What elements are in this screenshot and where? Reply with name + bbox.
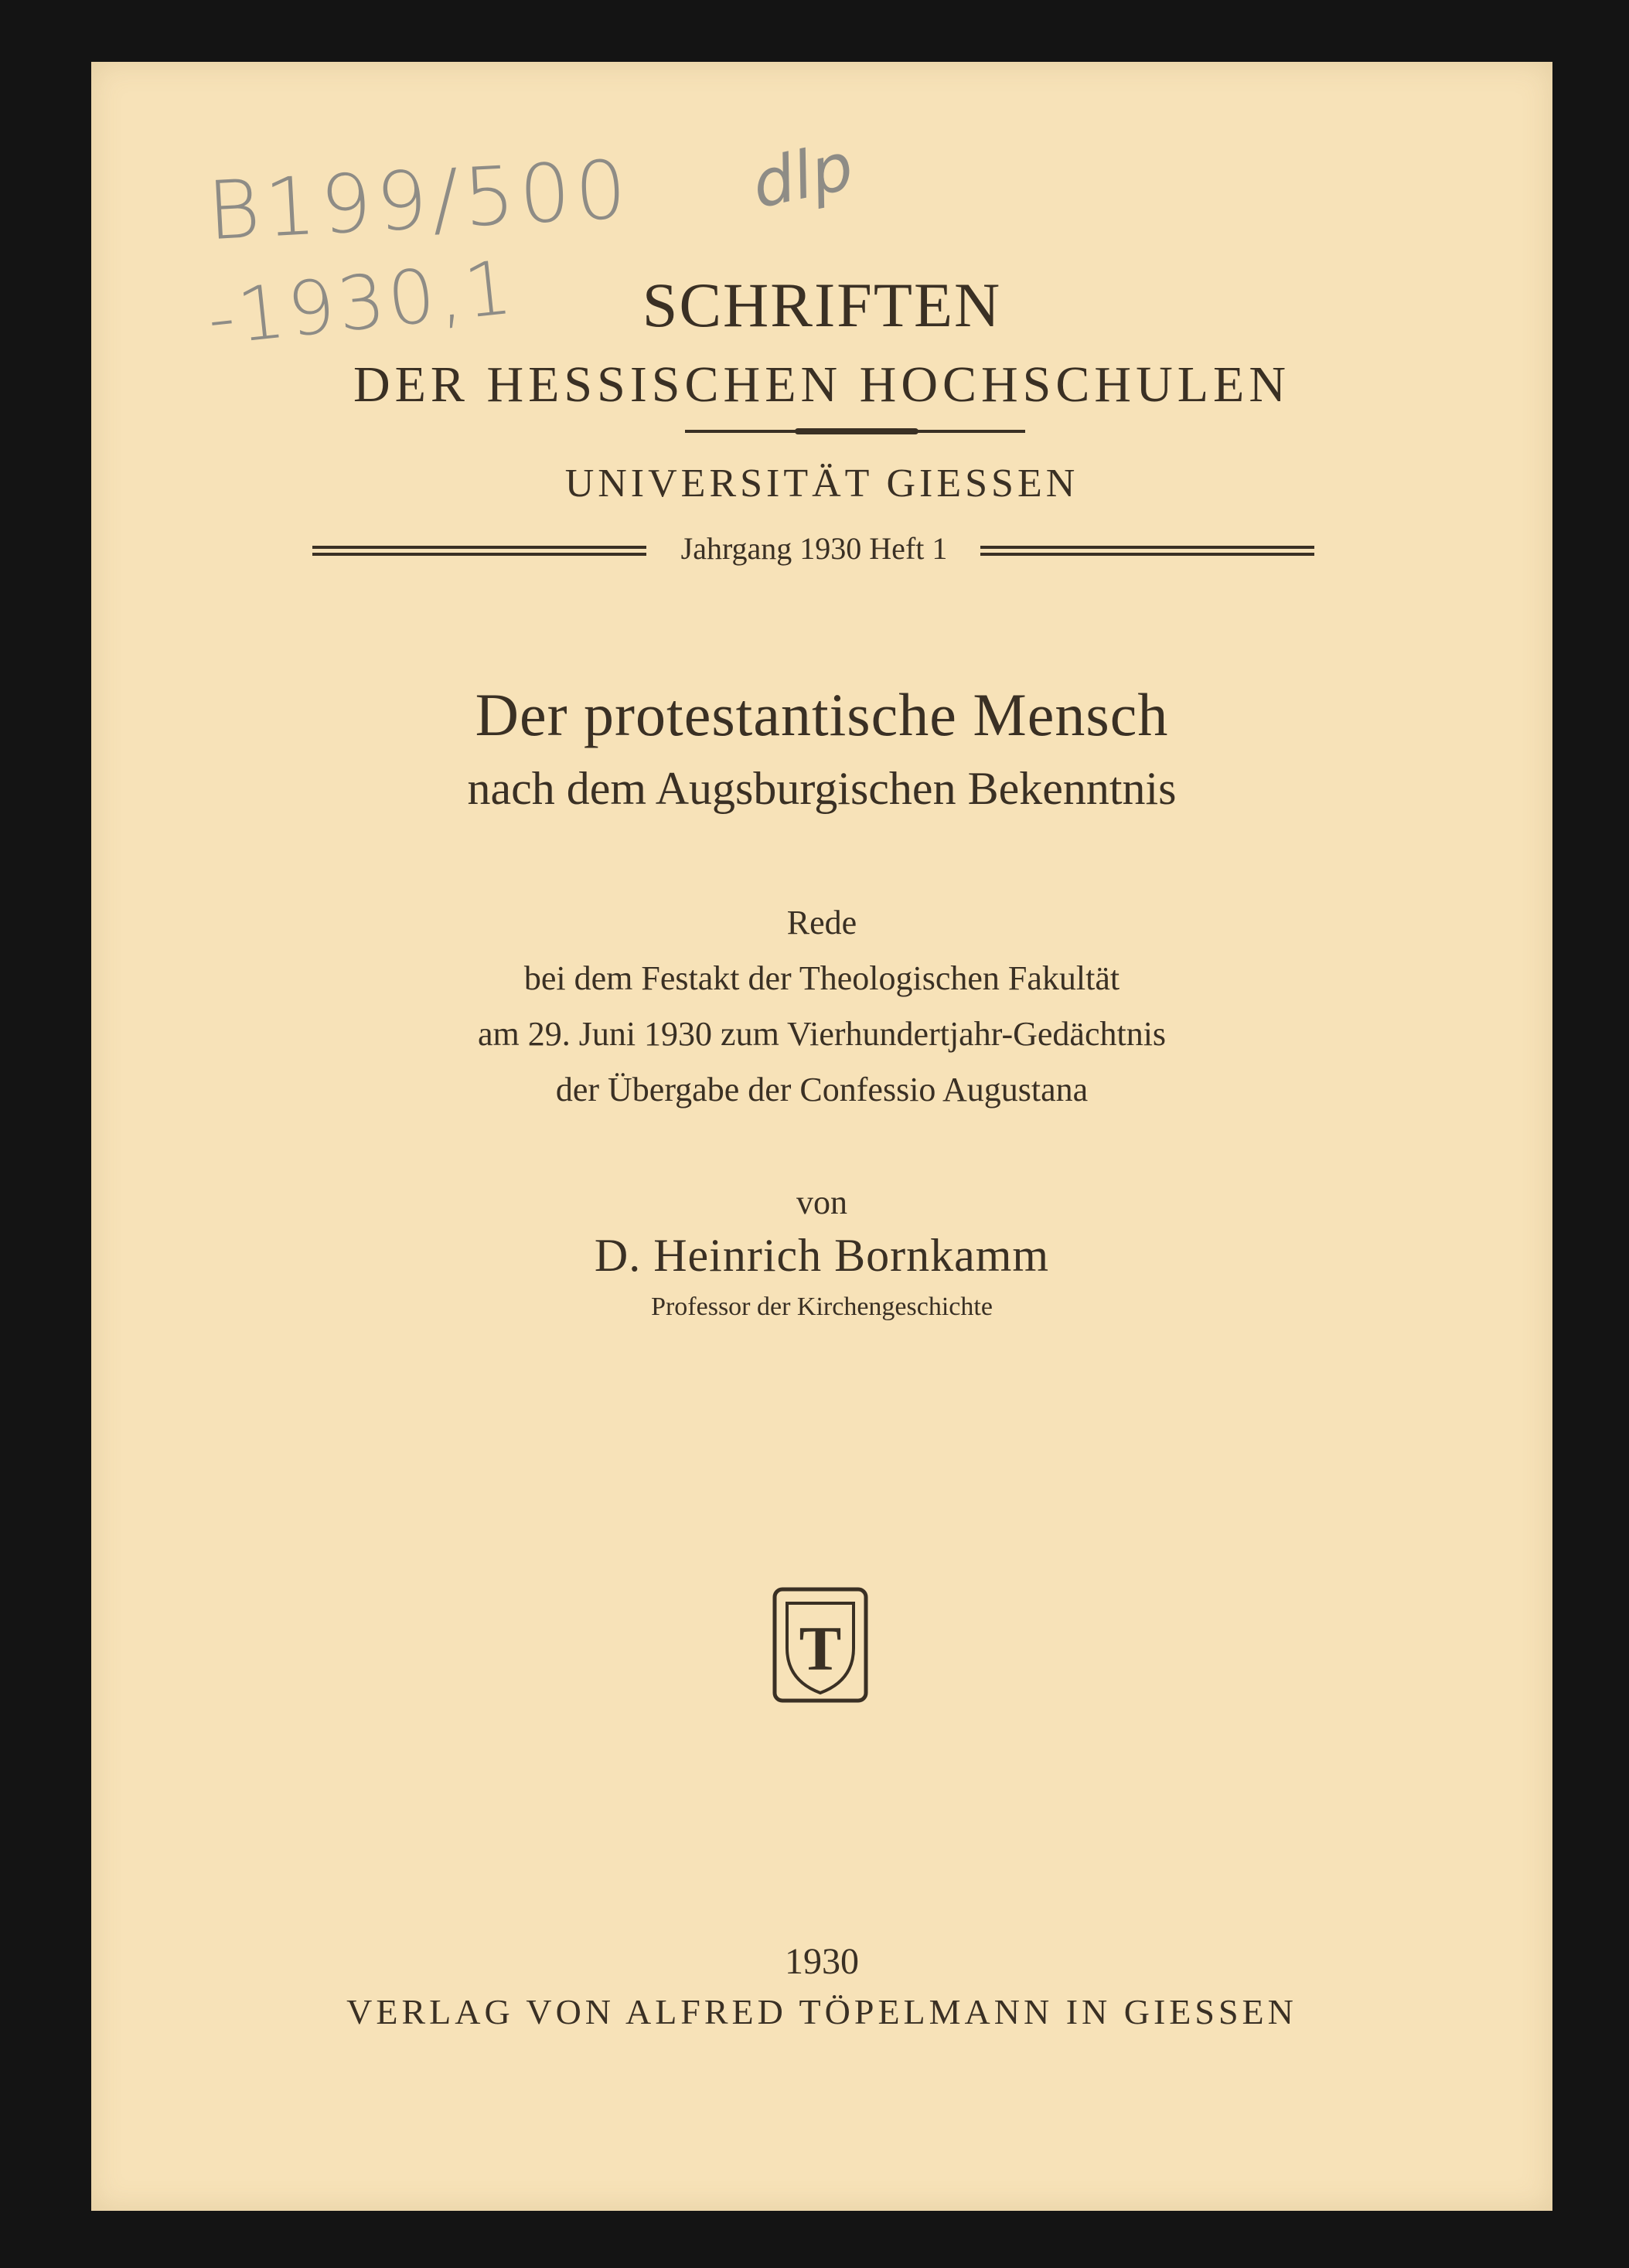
pencil-call-number: B199/500 — [205, 141, 633, 259]
main-title: Der protestantische Mensch — [475, 681, 1169, 748]
title-page — [91, 62, 1552, 2211]
publication-year: 1930 — [785, 1941, 859, 1982]
double-rule-left — [312, 546, 646, 556]
speech-line-2: bei dem Festakt der Theologischen Fakultät — [523, 959, 1120, 997]
pencil-initials: dlp — [745, 128, 860, 223]
author-role: Professor der Kirchengeschichte — [651, 1292, 993, 1321]
publisher-t-shield-icon — [772, 1586, 869, 1704]
speech-line-1: Rede — [786, 904, 857, 942]
speech-line-3: am 29. Juni 1930 zum Vierhundertjahr-Gedächtnis — [477, 1015, 1167, 1053]
series-title: SCHRIFTEN — [642, 270, 1002, 340]
publisher-imprint: VERLAG VON ALFRED TÖPELMANN IN GIESSEN — [346, 1992, 1297, 2031]
series-subtitle: DER HESSISCHEN HOCHSCHULEN — [353, 356, 1291, 413]
author-name: D. Heinrich Bornkamm — [594, 1230, 1050, 1281]
ornamental-rule-center — [795, 428, 918, 434]
double-rule-right — [980, 546, 1314, 556]
speech-line-4: der Übergabe der Confessio Augustana — [555, 1071, 1089, 1108]
publisher-logo-letter: T — [799, 1613, 842, 1684]
pencil-call-subnumber: -1930,1 — [203, 243, 520, 363]
volume-info: Jahrgang 1930 Heft 1 — [680, 531, 948, 566]
university-name: UNIVERSITÄT GIESSEN — [564, 461, 1079, 506]
by-label: von — [796, 1183, 847, 1221]
main-subtitle: nach dem Augsburgischen Bekenntnis — [467, 763, 1177, 814]
